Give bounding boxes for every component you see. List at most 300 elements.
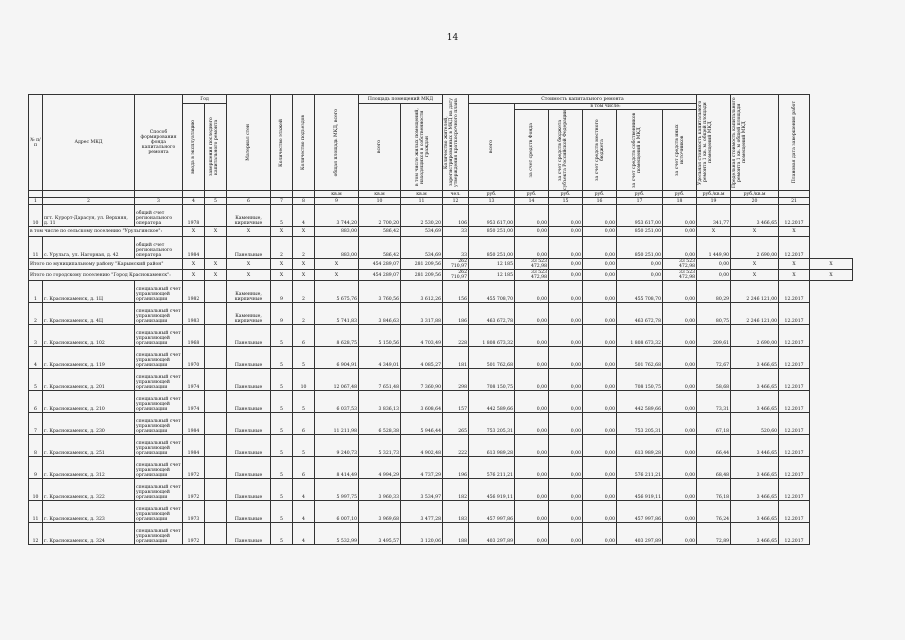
table-cell: 1974 — [183, 391, 205, 413]
table-cell: X — [205, 259, 227, 270]
table-cell: 0,00 — [583, 523, 617, 545]
table-cell: 3 466,65 — [731, 205, 779, 227]
table-cell: 586,42 — [359, 227, 401, 237]
table-cell: 33 523 472,98 — [515, 270, 549, 281]
table-cell: 0,00 — [583, 435, 617, 457]
table-cell: специальный счет управляющей организации — [135, 325, 183, 347]
table-cell: 3 466,65 — [731, 501, 779, 523]
table-cell — [205, 413, 227, 435]
table-cell: Панельные — [227, 457, 271, 479]
table-cell: 3 — [29, 325, 43, 347]
table-cell: X — [697, 227, 731, 237]
table-cell: 4 737,29 — [401, 457, 443, 479]
table-cell: 5 — [293, 435, 315, 457]
table-cell: 6 904,91 — [315, 347, 359, 369]
table-row — [29, 281, 853, 303]
table-cell: 0,00 — [549, 227, 583, 237]
table-cell: 72,67 — [697, 347, 731, 369]
table-cell: 0,00 — [663, 479, 697, 501]
table-cell: 1973 — [183, 501, 205, 523]
column-number: 8 — [293, 198, 315, 205]
table-cell: 281 209,56 — [401, 259, 443, 270]
table-cell: 106 — [443, 205, 469, 227]
table-cell: 183 — [443, 501, 469, 523]
table-cell: X — [227, 227, 271, 237]
table-cell: 8 628,75 — [315, 325, 359, 347]
table-cell: X — [293, 259, 315, 270]
table-cell: 456 919,11 — [617, 479, 663, 501]
table-cell: 5 741,83 — [315, 303, 359, 325]
table-cell: 0,00 — [583, 281, 617, 303]
table-cell: X — [315, 259, 359, 270]
table-cell — [205, 205, 227, 227]
table-cell: специальный счет управляющей организации — [135, 391, 183, 413]
unit-cell: руб. — [549, 191, 583, 198]
table-cell: 33 523 472,98 — [663, 270, 697, 281]
table-cell: 456 919,11 — [469, 479, 515, 501]
header-entrances: Количество подъездов — [301, 115, 307, 170]
table-cell: 6 007,10 — [315, 501, 359, 523]
table-cell: 3 477,28 — [401, 501, 443, 523]
table-cell — [205, 303, 227, 325]
table-cell: 80,75 — [697, 303, 731, 325]
table-cell: 0,00 — [549, 237, 583, 259]
column-number: 1 — [29, 198, 43, 205]
table-cell: 442 589,66 — [617, 391, 663, 413]
table-cell: общий счет регионального оператора — [135, 237, 183, 259]
table-cell: 1 449,90 — [697, 237, 731, 259]
table-cell: Каменные, кирпичные — [227, 205, 271, 227]
table-cell: 613 989,28 — [469, 435, 515, 457]
table-cell: 0,00 — [549, 270, 583, 281]
table-cell: 0,00 — [663, 205, 697, 227]
table-cell: 80,29 — [697, 281, 731, 303]
table-cell: 454 289,07 — [359, 270, 401, 281]
unit-cell: руб./кв.м — [731, 191, 779, 198]
table-cell: 534,69 — [401, 227, 443, 237]
table-cell: 6 528,38 — [359, 413, 401, 435]
table-cell: г. Краснокаменск, д. 119 — [43, 347, 135, 369]
table-cell: Панельные — [227, 435, 271, 457]
table-cell: специальный счет управляющей организации — [135, 281, 183, 303]
table-cell: 12 185 — [469, 270, 515, 281]
unit-cell: руб. — [515, 191, 549, 198]
table-cell: X — [315, 270, 359, 281]
table-cell: 520,60 — [731, 413, 779, 435]
header-address: Адрес МКД — [43, 95, 135, 191]
header-cost-local: за счет средств местного бюджета — [594, 119, 605, 181]
table-body — [29, 198, 853, 545]
table-cell: 0,00 — [515, 391, 549, 413]
table-cell: 156 — [443, 281, 469, 303]
table-cell: 3 969,68 — [359, 501, 401, 523]
table-cell: г. Краснокаменск, д. 312 — [43, 457, 135, 479]
table-cell: 3 120,06 — [401, 523, 443, 545]
table-cell: 12.2017 — [779, 205, 810, 227]
table-cell: 0,00 — [549, 325, 583, 347]
header-cost-total: всего — [489, 140, 495, 154]
table-cell: 12.2017 — [779, 281, 810, 303]
table-cell: 9 — [271, 303, 293, 325]
table-cell: 1 808 673,32 — [617, 325, 663, 347]
table-cell: 850 251,00 — [617, 237, 663, 259]
table-cell: 5 — [271, 523, 293, 545]
table-cell: 0,00 — [515, 413, 549, 435]
table-cell: X — [293, 227, 315, 237]
table-cell: 2 530,20 — [401, 205, 443, 227]
table-cell: 5 675,76 — [315, 281, 359, 303]
table-cell: г. Краснокаменск, д. 1Ц — [43, 281, 135, 303]
table-cell: 753 205,31 — [469, 413, 515, 435]
table-row — [29, 303, 853, 325]
table-cell: 6 — [29, 391, 43, 413]
table-cell: 3 744,20 — [315, 205, 359, 227]
table-cell: 3 466,65 — [731, 523, 779, 545]
table-cell: 0,00 — [583, 391, 617, 413]
table-cell: 0,00 — [663, 391, 697, 413]
table-cell: 12.2017 — [779, 391, 810, 413]
header-total-area: общая площадь МКД, всего — [334, 108, 340, 177]
header-premises-total: всего — [377, 140, 383, 154]
table-cell: 4 994,29 — [359, 457, 401, 479]
unit-cell: руб. — [469, 191, 515, 198]
table-cell: 281 209,56 — [401, 270, 443, 281]
table-cell: 850 251,00 — [469, 237, 515, 259]
table-cell: 196 — [443, 457, 469, 479]
table-cell: 4 349,01 — [359, 347, 401, 369]
table-cell: 457 997,86 — [617, 501, 663, 523]
table-cell: 2 — [29, 303, 43, 325]
table-cell: 454 289,07 — [359, 259, 401, 270]
table-cell: X — [227, 270, 271, 281]
table-cell: 12 067,48 — [315, 369, 359, 391]
table-cell — [205, 369, 227, 391]
table-cell: 501 762,68 — [469, 347, 515, 369]
table-cell: 1970 — [183, 347, 205, 369]
table-cell: 0,00 — [663, 303, 697, 325]
table-cell: 1982 — [183, 281, 205, 303]
table-row — [29, 369, 853, 391]
table-cell: 5 — [293, 391, 315, 413]
table-cell: 76,18 — [697, 479, 731, 501]
table-cell: 576 211,21 — [469, 457, 515, 479]
table-cell: 0,00 — [549, 259, 583, 270]
table-cell: специальный счет управляющей организации — [135, 303, 183, 325]
column-number: 9 — [315, 198, 359, 205]
table-cell: 3 466,65 — [731, 347, 779, 369]
table-cell: X — [205, 227, 227, 237]
table-cell: 262 710,97 — [443, 259, 469, 270]
table-row — [29, 325, 853, 347]
table-cell: 9 — [271, 281, 293, 303]
table-cell: 12.2017 — [779, 479, 810, 501]
table-cell: 0,00 — [617, 270, 663, 281]
table-cell: 883,00 — [315, 227, 359, 237]
table-cell: 6 — [293, 413, 315, 435]
header-year-last-repair: завершения последнего капитального ремонта — [208, 117, 219, 177]
table-cell: 0,00 — [663, 413, 697, 435]
table-cell: 403 297,89 — [469, 523, 515, 545]
table-cell: 0,00 — [549, 501, 583, 523]
column-number: 13 — [469, 198, 515, 205]
header-cost-owners: за счет средств собственников помещений в МКД — [631, 112, 642, 188]
table-cell: 1974 — [183, 369, 205, 391]
table-cell: 0,00 — [549, 369, 583, 391]
table-cell: 68,48 — [697, 457, 731, 479]
table-cell: 3 317,88 — [401, 303, 443, 325]
subtotal-label: в том числе по сельскому поселению "Урульгинское": — [29, 227, 183, 237]
table-cell: 5 — [271, 347, 293, 369]
table-cell: 33 — [443, 227, 469, 237]
table-cell: г. Краснокаменск, д. 324 — [43, 523, 135, 545]
table-cell: г. Краснокаменск, д. 322 — [43, 479, 135, 501]
table-cell: 66,44 — [697, 435, 731, 457]
table-cell: г. Краснокаменск, д. 251 — [43, 435, 135, 457]
table-cell: X — [271, 227, 293, 237]
table-cell: 3 466,65 — [731, 479, 779, 501]
table-cell: 0,00 — [515, 205, 549, 227]
table-cell: 3 960,33 — [359, 479, 401, 501]
table-cell: 1972 — [183, 457, 205, 479]
header-premises-residential: в том числе жилых помещений, находящихся в собственности граждан — [414, 108, 430, 186]
table-cell: 4 085,27 — [401, 347, 443, 369]
table-cell: 0,00 — [583, 501, 617, 523]
unit-cell: кв.м — [315, 191, 359, 198]
table-cell: 5 — [271, 413, 293, 435]
table-cell: 0,00 — [515, 435, 549, 457]
header-year: Год — [183, 95, 227, 104]
table-cell: общий счет регионального оператора — [135, 205, 183, 227]
table-header — [29, 95, 853, 198]
table-cell: специальный счет управляющей организации — [135, 435, 183, 457]
table-cell: 9 — [29, 457, 43, 479]
table-cell: 11 — [29, 237, 43, 259]
table-cell: г. Краснокаменск, д. 210 — [43, 391, 135, 413]
header-cost-fund: за счет средств Фонда — [529, 122, 535, 178]
table-cell: 534,69 — [401, 237, 443, 259]
table-cell: 850 251,00 — [617, 227, 663, 237]
table-cell: 0,00 — [549, 435, 583, 457]
table-cell: г. Краснокаменск, д. 201 — [43, 369, 135, 391]
unit-cell: руб. — [663, 191, 697, 198]
table-cell: 2 700,20 — [359, 205, 401, 227]
table-cell: 341,77 — [697, 205, 731, 227]
table-cell: 0,00 — [515, 325, 549, 347]
table-cell: 7 360,90 — [401, 369, 443, 391]
table-cell: 3 612,26 — [401, 281, 443, 303]
table-cell: 12.2017 — [779, 325, 810, 347]
unit-cell: кв.м — [401, 191, 443, 198]
capital-repair-table — [28, 94, 853, 545]
table-cell: 0,00 — [515, 523, 549, 545]
table-cell: 12.2017 — [779, 237, 810, 259]
header-residents: Количество жителей, зарегистрированных в МКД на дату утверждения краткосрочного плана — [444, 98, 460, 187]
table-cell: 0,00 — [515, 347, 549, 369]
table-cell: специальный счет управляющей организации — [135, 457, 183, 479]
table-cell: 12.2017 — [779, 347, 810, 369]
table-cell: 1968 — [183, 325, 205, 347]
table-cell: 0,00 — [697, 259, 731, 270]
column-number: 2 — [43, 198, 135, 205]
table-cell: 265 — [443, 413, 469, 435]
table-cell: 4 — [29, 347, 43, 369]
column-number: 4 — [183, 198, 205, 205]
table-cell: 0,00 — [583, 413, 617, 435]
table-cell: 12.2017 — [779, 457, 810, 479]
table-cell: X — [779, 227, 810, 237]
table-cell: 2 — [293, 237, 315, 259]
table-cell: Каменные, кирпичные — [227, 303, 271, 325]
table-cell: 442 589,66 — [469, 391, 515, 413]
table-cell: 576 211,21 — [617, 457, 663, 479]
table-cell: г. Краснокаменск, д. 4Ц — [43, 303, 135, 325]
table-cell: 0,00 — [549, 347, 583, 369]
table-cell: 2 246 121,00 — [731, 303, 779, 325]
table-cell: 6 037,53 — [315, 391, 359, 413]
table-cell: X — [205, 270, 227, 281]
table-cell: 1972 — [183, 479, 205, 501]
subtotal-label: Итого по муниципальному району "Карымский район" — [29, 259, 183, 270]
table-cell: 5 — [271, 205, 293, 227]
table-cell: 3 534,97 — [401, 479, 443, 501]
column-number: 16 — [583, 198, 617, 205]
table-cell: 0,00 — [583, 347, 617, 369]
subtotal-row — [29, 259, 853, 270]
table-cell: 7 651,48 — [359, 369, 401, 391]
table-cell — [205, 523, 227, 545]
table-cell: 3 466,65 — [731, 369, 779, 391]
unit-cell: руб./кв.м — [697, 191, 731, 198]
header-cost-subject: за счет средств бюджета субъекта Российской Федерации — [557, 110, 568, 190]
table-cell: 10 — [293, 369, 315, 391]
table-cell: 4 703,49 — [401, 325, 443, 347]
table-cell: 0,00 — [549, 391, 583, 413]
table-cell: 222 — [443, 435, 469, 457]
table-row — [29, 391, 853, 413]
table-cell: 5 — [293, 347, 315, 369]
table-cell: 463 672,78 — [469, 303, 515, 325]
table-cell: 12.2017 — [779, 435, 810, 457]
column-number: 12 — [443, 198, 469, 205]
table-cell: 0,00 — [583, 237, 617, 259]
table-cell: 0,00 — [663, 435, 697, 457]
table-cell: 0,00 — [697, 270, 731, 281]
table-cell: X — [183, 270, 205, 281]
table-cell: 0,00 — [515, 281, 549, 303]
table-cell: пгт. Курорт-Дарасун, ул. Верхняя, д. 11 — [43, 205, 135, 227]
column-number: 17 — [617, 198, 663, 205]
table-cell: 3 836,13 — [359, 391, 401, 413]
table-cell: 2 690,00 — [731, 325, 779, 347]
table-cell: 455 708,70 — [617, 281, 663, 303]
table-cell: 12.2017 — [779, 369, 810, 391]
table-cell: 0,00 — [663, 523, 697, 545]
table-cell: специальный счет управляющей организации — [135, 369, 183, 391]
table-cell: 33 523 472,98 — [515, 259, 549, 270]
table-cell: 5 — [271, 435, 293, 457]
table-cell: 5 — [271, 369, 293, 391]
table-cell: 5 946,44 — [401, 413, 443, 435]
table-cell: 12.2017 — [779, 523, 810, 545]
table-cell: 0,00 — [515, 237, 549, 259]
table-cell: Панельные — [227, 369, 271, 391]
table-cell: 10 — [29, 205, 43, 227]
table-cell: X — [810, 270, 853, 281]
table-cell — [205, 347, 227, 369]
header-unit-cost: Удельная стоимость капитального ремонта 1 кв. м. общей площади помещений МКД — [698, 100, 714, 185]
table-cell: специальный счет управляющей организации — [135, 347, 183, 369]
table-cell: 4 — [293, 479, 315, 501]
table-cell: Панельные — [227, 325, 271, 347]
table-cell: 850 251,00 — [469, 227, 515, 237]
table-cell: 0,00 — [515, 369, 549, 391]
table-cell: 3 760,56 — [359, 281, 401, 303]
table-cell: 3 466,65 — [731, 457, 779, 479]
subtotal-row — [29, 270, 853, 281]
table-cell: 72,89 — [697, 523, 731, 545]
table-cell: 5 — [271, 479, 293, 501]
table-row — [29, 523, 853, 545]
table-cell: 0,00 — [549, 281, 583, 303]
table-cell: 1984 — [183, 413, 205, 435]
table-cell: 0,00 — [549, 413, 583, 435]
table-cell: 0,00 — [583, 479, 617, 501]
table-cell — [205, 501, 227, 523]
table-cell: 2 246 121,00 — [731, 281, 779, 303]
table-cell: 0,00 — [663, 237, 697, 259]
table-cell: 501 762,68 — [617, 347, 663, 369]
unit-cell: руб. — [583, 191, 617, 198]
column-number-row — [29, 198, 853, 205]
header-floors: Количество этажей — [279, 118, 285, 167]
table-cell: г. Краснокаменск, д. 102 — [43, 325, 135, 347]
table-cell: X — [293, 270, 315, 281]
table-cell: 9 240,73 — [315, 435, 359, 457]
table-cell: 2 — [293, 281, 315, 303]
table-cell: 0,00 — [515, 457, 549, 479]
table-cell: 463 672,78 — [617, 303, 663, 325]
table-cell: 455 708,70 — [469, 281, 515, 303]
table-cell: 33 — [443, 237, 469, 259]
table-cell: 188 — [443, 523, 469, 545]
table-cell: 1 808 673,32 — [469, 325, 515, 347]
table-cell: 0,00 — [583, 270, 617, 281]
table-cell: 12.2017 — [779, 501, 810, 523]
table-cell: 6 — [293, 325, 315, 347]
column-number: 20 — [731, 198, 779, 205]
table-cell: 5 532,99 — [315, 523, 359, 545]
table-cell: 5 — [271, 325, 293, 347]
header-num: № п/п — [29, 95, 43, 191]
table-cell: 0,00 — [583, 369, 617, 391]
table-cell: 0,00 — [583, 205, 617, 227]
table-cell: специальный счет управляющей организации — [135, 413, 183, 435]
table-cell: 0,00 — [583, 227, 617, 237]
table-cell: 0,00 — [515, 303, 549, 325]
table-cell: 10 — [29, 479, 43, 501]
table-cell: 262 710,97 — [443, 270, 469, 281]
column-number: 18 — [663, 198, 697, 205]
table-cell: 953 617,00 — [617, 205, 663, 227]
table-cell: 457 997,86 — [469, 501, 515, 523]
table-cell — [205, 391, 227, 413]
table-cell: 4 902,48 — [401, 435, 443, 457]
table-cell: 1978 — [183, 205, 205, 227]
table-cell: 0,00 — [515, 479, 549, 501]
table-cell: 1972 — [183, 523, 205, 545]
table-cell: 12 — [29, 523, 43, 545]
table-cell: 1984 — [183, 237, 205, 259]
